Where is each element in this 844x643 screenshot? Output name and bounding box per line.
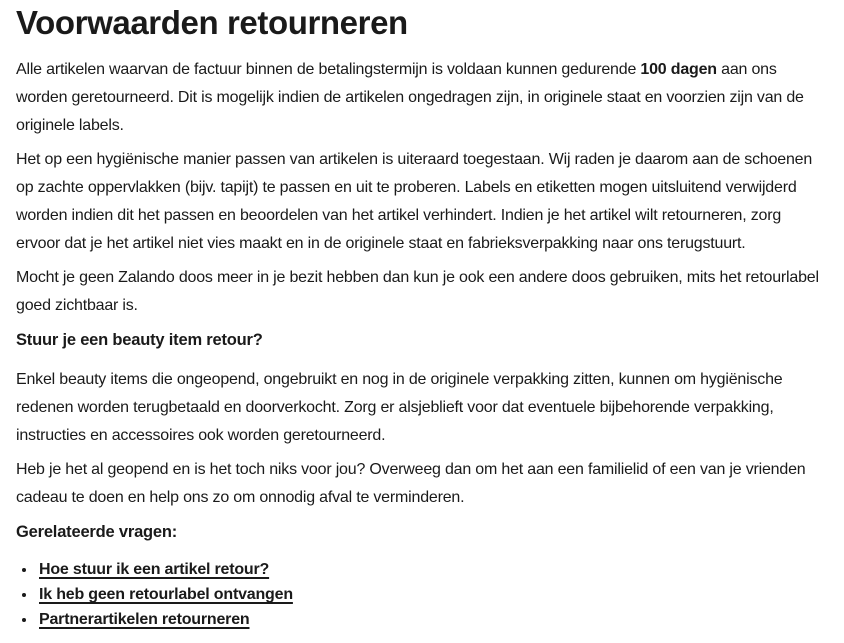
list-item	[37, 583, 828, 607]
related-link-partner-items[interactable]: Partnerartikelen retourneren	[39, 611, 250, 628]
intro-paragraph	[16, 56, 828, 140]
list-item	[37, 558, 828, 582]
list-item	[37, 608, 828, 632]
return-window-highlight: 100 dagen	[640, 61, 717, 78]
related-questions-list	[16, 558, 828, 632]
packaging-paragraph: Mocht je geen Zalando doos meer in je bezit hebben dan kun je ook een andere doos gebruiken, mits het retourlabel goed zichtbaar is.	[16, 269, 819, 314]
page-title: Voorwaarden retourneren	[16, 4, 408, 41]
intro-text-end: aan ons worden geretourneerd. Dit is mogelijk indien de artikelen ongedragen zijn, in originele staat en voorzien zijn van de originele labels.	[16, 61, 804, 134]
related-questions-heading: Gerelateerde vragen:	[16, 523, 178, 541]
related-link-no-return-label[interactable]: Ik heb geen retourlabel ontvangen	[39, 586, 293, 603]
fitting-rules-paragraph: Het op een hygiënische manier passen van artikelen is uiteraard toegestaan. Wij raden je daarom aan de schoenen op zachte oppervlakken (bijv. tapijt) te passen en uit te proberen. Labels en etiketten mogen uitsluitend verwijderd worden indien dit het passen en beoordelen van het artikel verhindert. Indien je het artikel wilt retourneren, zorg ervoor dat je het artikel niet vies maakt en in de originele staat en fabrieksverpakking naar ons terugstuurt.	[16, 151, 813, 252]
beauty-conditions-paragraph: Enkel beauty items die ongeopend, ongebruikt en nog in de originele verpakking zitten, kunnen om hygiënische redenen worden terugbetaald en doorverkocht. Zorg er alsjeblieft voor dat eventuele bijbehorende verpakking, instructies en accessoires ook worden geretourneerd.	[16, 371, 783, 444]
related-link-how-to-return[interactable]: Hoe stuur ik een artikel retour?	[39, 561, 270, 578]
intro-text-start: Alle artikelen waarvan de factuur binnen de betalingstermijn is voldaan kunnen gedurende	[16, 61, 641, 78]
beauty-section-heading: Stuur je een beauty item retour?	[16, 331, 263, 349]
beauty-gift-paragraph: Heb je het al geopend en is het toch niks voor jou? Overweeg dan om het aan een familielid of een van je vrienden cadeau te doen en help ons zo om onnodig afval te verminderen.	[16, 461, 806, 506]
